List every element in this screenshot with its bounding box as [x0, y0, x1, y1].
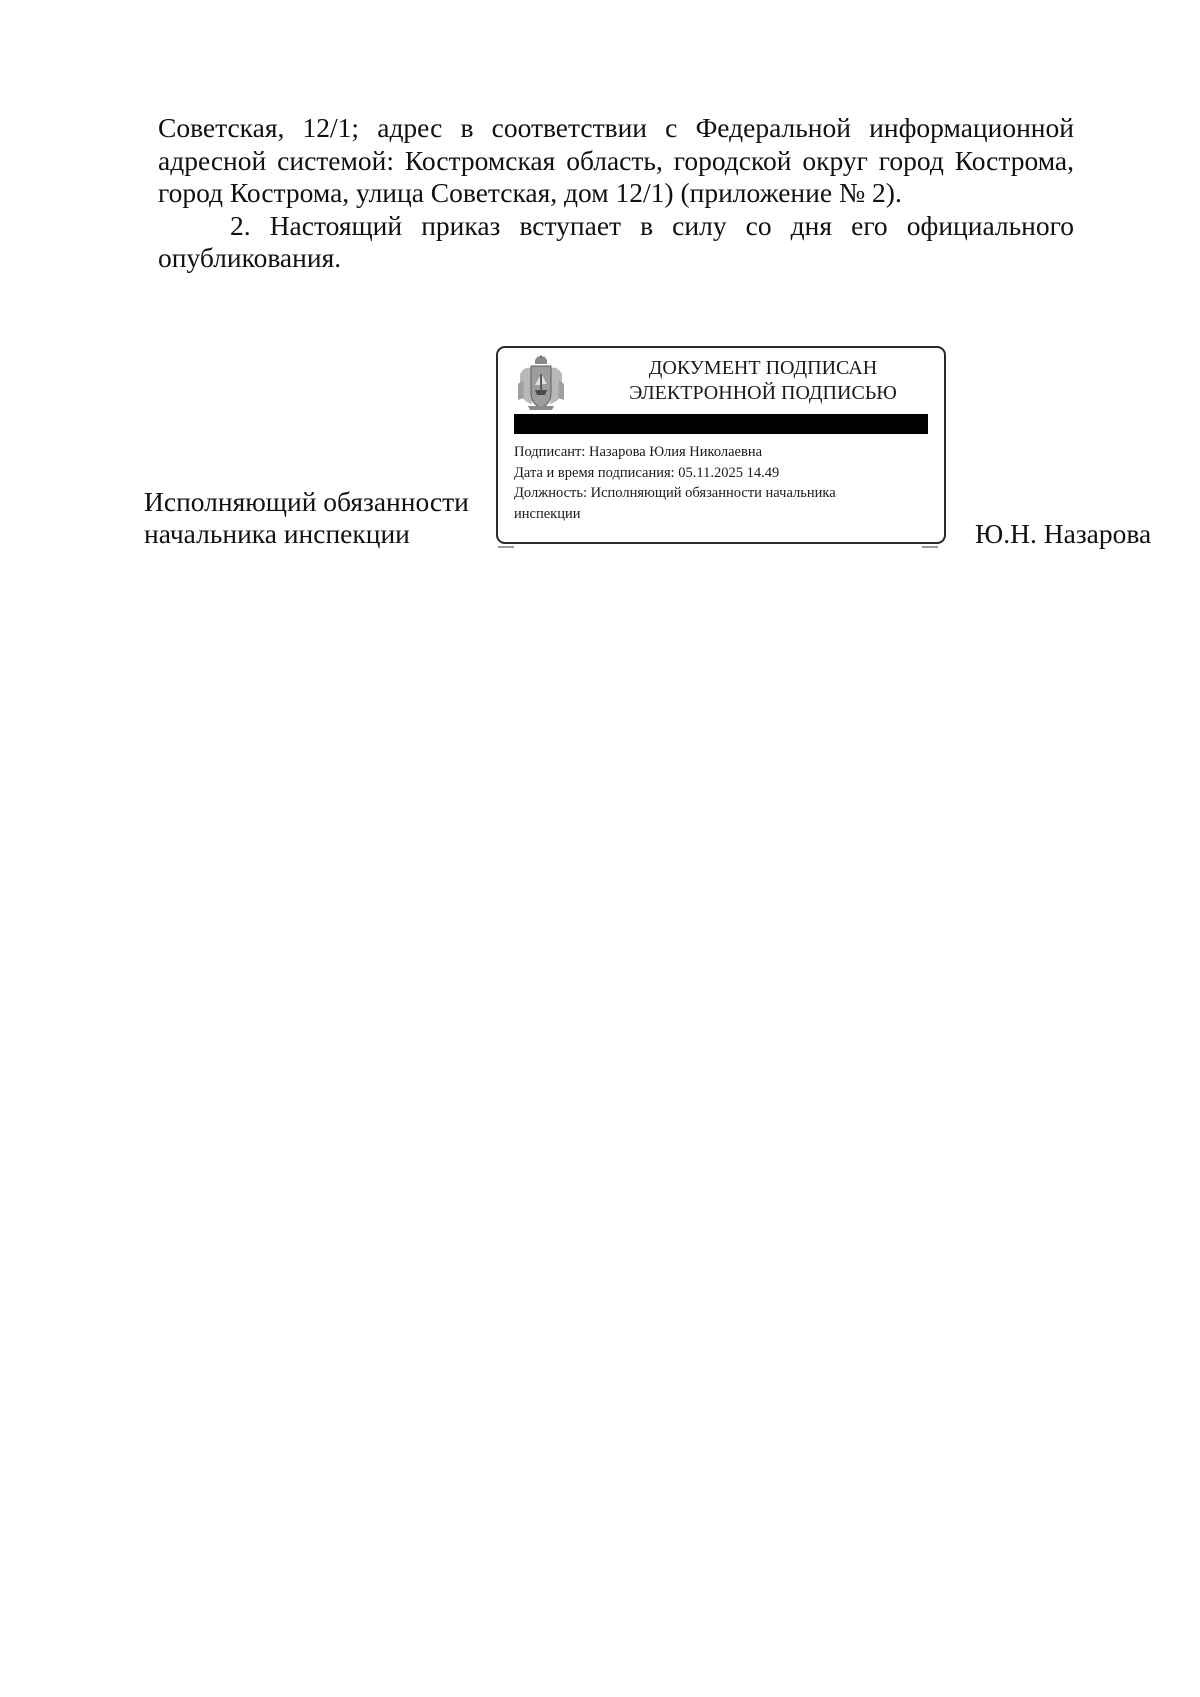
stamp-details	[514, 442, 934, 524]
electronic-signature-stamp	[496, 346, 946, 544]
stamp-position-line-1: Должность: Исполняющий обязанности начальника	[514, 485, 836, 501]
stamp-signer: Подписант: Назарова Юлия Николаевна	[514, 444, 763, 460]
stamp-datetime: Дата и время подписания: 05.11.2025 14.49	[514, 464, 780, 481]
signatory-name: Ю.Н. Назарова	[975, 518, 1152, 549]
body-text	[158, 112, 1074, 275]
coat-of-arms-icon	[514, 354, 568, 412]
stamp-title	[598, 356, 928, 406]
paragraph-address: Советская, 12/1; адрес в соответствии с Федеральной информационной адресной системой: Костромская область, городской округ город Кострома, город Кострома, улица Советская, дом 12/1) (приложение № 2).	[158, 112, 1074, 208]
redacted-certificate-bar	[514, 414, 928, 434]
stamp-title-line-2: ЭЛЕКТРОННОЙ ПОДПИСЬЮ	[629, 382, 897, 404]
paragraph-effective-date: 2. Настоящий приказ вступает в силу со дня его официального опубликования.	[158, 209, 1074, 273]
signatory-position-line-1: Исполняющий обязанности	[144, 486, 469, 517]
stamp-corner-mark-left	[498, 546, 514, 548]
stamp-position-line-2: инспекции	[514, 505, 581, 522]
stamp-title-line-1: ДОКУМЕНТ ПОДПИСАН	[648, 357, 878, 379]
stamp-corner-mark-right	[922, 546, 938, 548]
signatory-position	[144, 486, 469, 550]
signatory-position-line-2: начальника инспекции	[144, 518, 410, 549]
